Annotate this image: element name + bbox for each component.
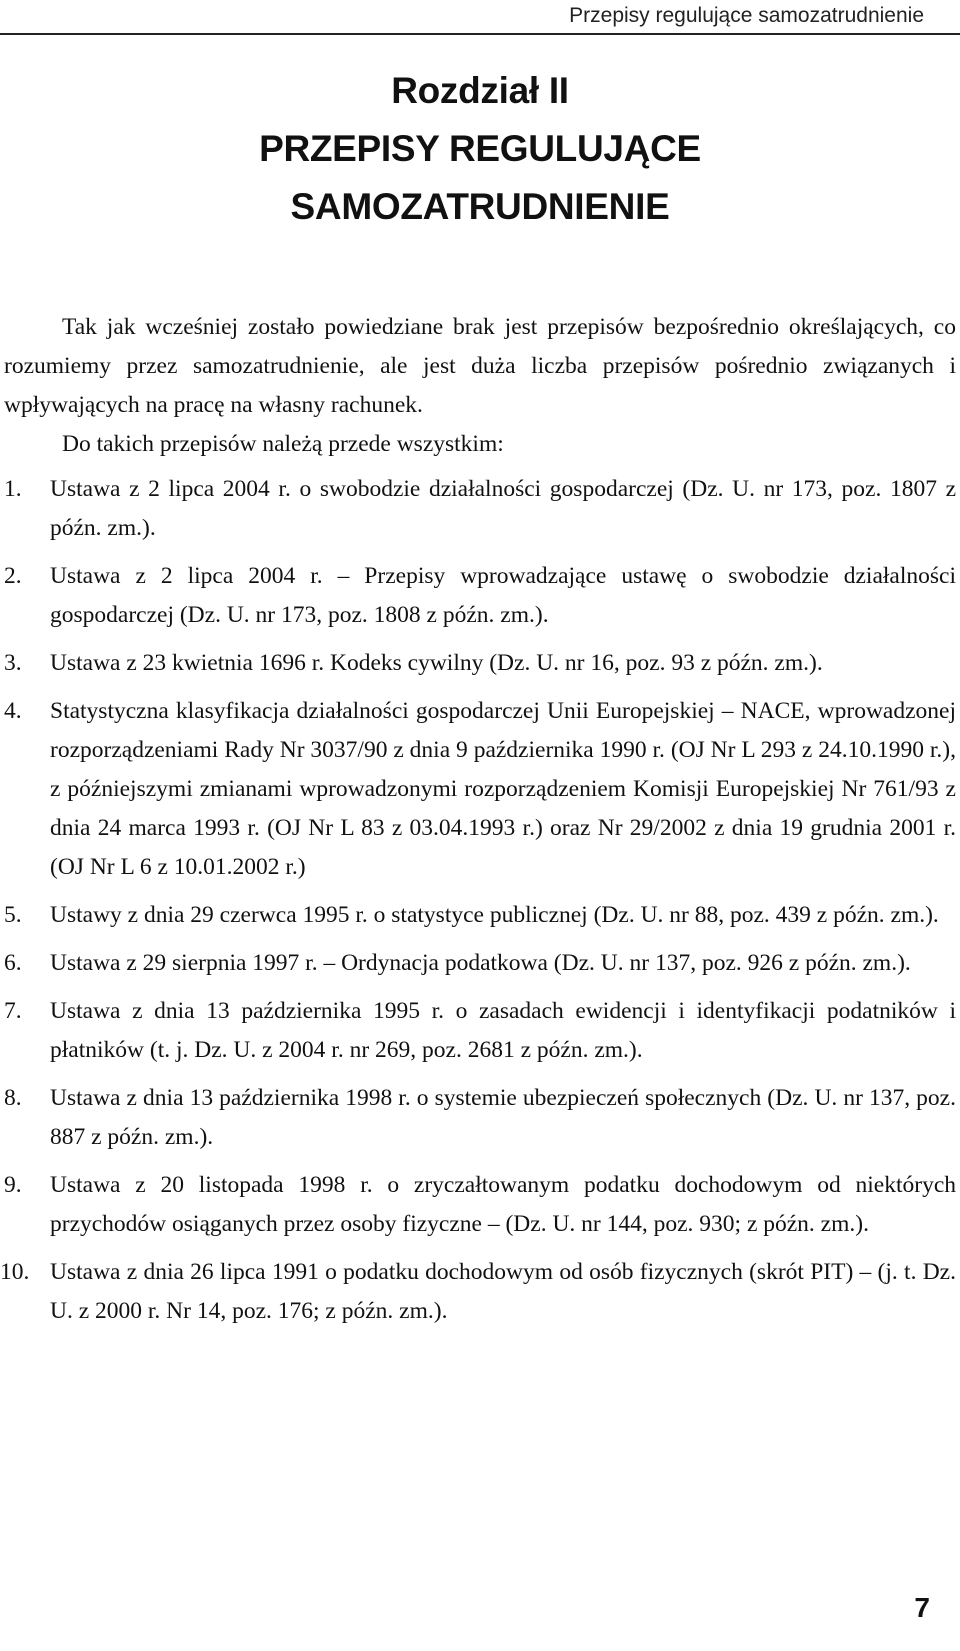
list-item xyxy=(4,1166,956,1244)
list-item-text: Ustawa z 23 kwietnia 1696 r. Kodeks cywilny (Dz. U. nr 16, poz. 93 z późn. zm.). xyxy=(50,650,823,676)
list-item-number: 3. xyxy=(4,650,22,676)
list-item-number: 1. xyxy=(4,476,22,502)
list-item xyxy=(4,1079,956,1157)
list-item-number: 2. xyxy=(4,563,22,589)
list-item-text: Ustawa z 2 lipca 2004 r. – Przepisy wprowadzające ustawę o swobodzie działalności gospodarczej (Dz. U. nr 173, poz. 1808 z późn. zm.). xyxy=(50,563,956,628)
list-item-text: Ustawa z dnia 26 lipca 1991 o podatku dochodowym od osób fizycznych (skrót PIT) – (j. t. Dz. U. z 2000 r. Nr 14, poz. 176; z późn. zm.). xyxy=(50,1259,956,1324)
list-item-text: Ustawa z dnia 13 października 1998 r. o systemie ubezpieczeń społecznych (Dz. U. nr 137, poz. 887 z późn. zm.). xyxy=(50,1085,956,1150)
list-item-text: Ustawa z 20 listopada 1998 r. o zryczałtowanym podatku dochodowym od niektórych przychodów osiąganych przez osoby fizyczne – (Dz. U. nr 144, poz. 930; z późn. zm.). xyxy=(50,1172,956,1237)
running-header: Przepisy regulujące samozatrudnienie xyxy=(569,4,924,27)
list-item xyxy=(4,557,956,635)
list-item-number: 4. xyxy=(4,698,22,724)
chapter-heading xyxy=(0,62,960,236)
page-body xyxy=(0,308,956,1340)
list-item xyxy=(4,944,956,983)
legislation-list xyxy=(0,470,956,1331)
header-divider xyxy=(0,33,960,35)
chapter-title-line-1: PRZEPISY REGULUJĄCE xyxy=(259,128,701,169)
intro-paragraph: Tak jak wcześniej zostało powiedziane brak jest przepisów bezpośrednio określających, co rozumiemy przez samozatrudnienie, ale jest duża liczba przepisów pośrednio związanych i wpływających na pracę na własny rachunek. xyxy=(4,314,956,418)
list-lead: Do takich przepisów należą przede wszystkim: xyxy=(62,431,504,457)
list-item-text: Ustawa z 29 sierpnia 1997 r. – Ordynacja podatkowa (Dz. U. nr 137, poz. 926 z późn. zm.). xyxy=(50,950,911,976)
chapter-label: Rozdział II xyxy=(391,70,569,111)
list-item-number: 8. xyxy=(4,1085,22,1111)
list-item-number: 9. xyxy=(4,1172,22,1198)
list-item xyxy=(4,692,956,887)
list-item-number: 7. xyxy=(4,998,22,1024)
page-number: 7 xyxy=(914,1592,930,1623)
list-item-number: 10. xyxy=(0,1259,30,1285)
list-item-text: Ustawa z 2 lipca 2004 r. o swobodzie działalności gospodarczej (Dz. U. nr 173, poz. 1807 z późn. zm.). xyxy=(50,476,956,541)
list-item-text: Statystyczna klasyfikacja działalności gospodarczej Unii Europejskiej – NACE, wprowadzonej rozporządzeniami Rady Nr 3037/90 z dnia 9 października 1990 r. (OJ Nr L 293 z 24.10.1990 r.), z późniejszymi zmianami wprowadzonymi rozporządzeniem Komisji Europejskiej Nr 761/93 z dnia 24 marca 1993 r. (OJ Nr L 83 z 03.04.1993 r.) oraz Nr 29/2002 z dnia 19 grudnia 2001 r. (OJ Nr L 6 z 10.01.2002 r.) xyxy=(50,698,956,880)
list-item-text: Ustawy z dnia 29 czerwca 1995 r. o statystyce publicznej (Dz. U. nr 88, poz. 439 z późn. zm.). xyxy=(50,902,939,928)
list-item-number: 5. xyxy=(4,902,22,928)
list-item-text: Ustawa z dnia 13 października 1995 r. o zasadach ewidencji i identyfikacji podatników i płatników (t. j. Dz. U. z 2004 r. nr 269, poz. 2681 z późn. zm.). xyxy=(50,998,956,1063)
chapter-title-line-2: SAMOZATRUDNIENIE xyxy=(290,186,670,227)
list-item-number: 6. xyxy=(4,950,22,976)
list-item xyxy=(4,896,956,935)
list-item xyxy=(4,992,956,1070)
list-item xyxy=(0,1253,956,1331)
list-item xyxy=(4,644,956,683)
list-item xyxy=(4,470,956,548)
